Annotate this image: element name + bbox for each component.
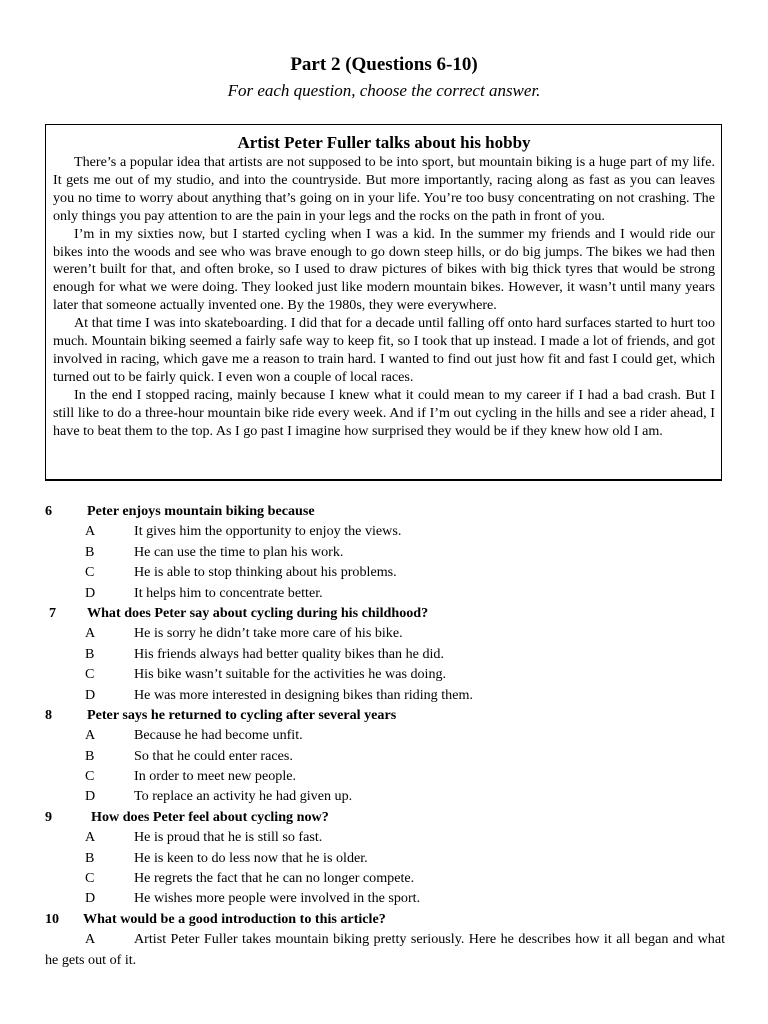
option-text: He wishes more people were involved in the sport.	[134, 890, 421, 907]
option-text: In order to meet new people.	[134, 768, 297, 785]
question-stem	[45, 909, 725, 929]
question-number: 8	[45, 706, 53, 723]
option-text: He regrets the fact that he can no longer compete.	[134, 870, 415, 887]
option-text: He is able to stop thinking about his problems.	[134, 564, 397, 581]
question-text: Peter enjoys mountain biking because	[87, 503, 315, 519]
option-letter: C	[85, 666, 95, 683]
answer-option[interactable]	[45, 848, 725, 868]
answer-option[interactable]	[45, 929, 725, 970]
option-letter: B	[85, 645, 95, 662]
answer-option[interactable]	[45, 664, 725, 684]
question-9	[45, 807, 725, 909]
option-text: Artist Peter Fuller takes mountain biking pretty seriously. Here he describes how it all began and what he gets out of it.	[45, 931, 725, 968]
option-letter: A	[85, 727, 96, 744]
answer-option[interactable]	[45, 766, 725, 786]
question-number: 6	[45, 503, 53, 519]
question-stem	[45, 705, 725, 725]
question-number: 10	[45, 910, 60, 927]
option-letter: D	[85, 584, 96, 601]
option-text: He can use the time to plan his work.	[134, 543, 344, 560]
answer-option[interactable]	[45, 685, 725, 705]
option-letter: A	[85, 625, 96, 642]
option-letter: D	[85, 890, 96, 907]
question-8	[45, 705, 725, 807]
answer-option[interactable]	[45, 827, 725, 847]
option-letter: C	[85, 564, 95, 581]
instruction-text: For each question, choose the correct answer.	[227, 81, 541, 100]
answer-option[interactable]	[45, 644, 725, 664]
question-number: 9	[45, 808, 53, 825]
answer-option[interactable]	[45, 542, 725, 562]
option-text: He is proud that he is still so fast.	[134, 829, 323, 846]
option-letter: C	[85, 768, 95, 785]
option-text: His friends always had better quality bikes than he did.	[134, 645, 444, 662]
answer-option[interactable]	[45, 562, 725, 582]
answer-option[interactable]	[45, 888, 725, 908]
option-letter: A	[85, 523, 96, 540]
option-text: Because he had become unfit.	[134, 727, 303, 744]
option-text: He is keen to do less now that he is older.	[134, 849, 368, 866]
question-number: 7	[49, 604, 57, 621]
answer-option[interactable]	[45, 725, 725, 745]
option-text: He was more interested in designing bikes than riding them.	[134, 686, 473, 703]
question-text: How does Peter feel about cycling now?	[91, 808, 329, 825]
option-text: So that he could enter races.	[134, 747, 293, 764]
option-letter: A	[85, 829, 96, 846]
question-6	[45, 501, 725, 603]
answer-option[interactable]	[45, 746, 725, 766]
answer-option[interactable]	[45, 623, 725, 643]
article-title: Artist Peter Fuller talks about his hobby	[237, 133, 531, 152]
article-paragraph-4: In the end I stopped racing, mainly because I knew what it could mean to my career if I had a bad crash. But I still like to do a three-hour mountain bike ride every week. And if I’m out cycling in the hills and see a rider ahead, I have to beat them to the top. As I go past I imagine how surprised they would be if they knew how old I am.	[53, 386, 715, 439]
question-7	[45, 603, 725, 705]
answer-option[interactable]	[45, 868, 725, 888]
option-text: To replace an activity he had given up.	[134, 788, 353, 805]
option-text: He is sorry he didn’t take more care of his bike.	[134, 625, 403, 642]
option-letter: A	[85, 931, 96, 948]
article-paragraph-2: I’m in my sixties now, but I started cycling when I was a kid. In the summer my friends and I would ride our bikes into the woods and see who was brave enough to go down steep hills, or do big jumps. The bikes we had then weren’t built for that, and often broke, so I used to draw pictures of bikes with big thick tyres that would be strong enough for what we were doing. They looked just like modern mountain bikes. However, it wasn’t until many years later that someone actually invented one. By the 1980s, they were everywhere.	[53, 225, 715, 314]
answer-option[interactable]	[45, 786, 725, 806]
question-stem	[45, 603, 725, 623]
question-text: What does Peter say about cycling during his childhood?	[87, 604, 429, 621]
option-letter: B	[85, 747, 95, 764]
option-letter: B	[85, 849, 95, 866]
article-paragraph-3: At that time I was into skateboarding. I did that for a decade until falling off onto hard surfaces started to hurt too much. Mountain biking seemed a fairly safe way to keep fit, so I took that up instead. I made a lot of friends, and got involved in racing, which gave me a reason to train hard. I wanted to find out just how fit and fast I could get, which turned out to be fairly quick. I even won a couple of local races.	[53, 315, 715, 385]
question-list	[45, 501, 725, 970]
option-letter: D	[85, 788, 96, 805]
question-10	[45, 909, 725, 970]
article-paragraph-1: There’s a popular idea that artists are not supposed to be into sport, but mountain biking is a huge part of my life. It gets me out of my studio, and into the countryside. But more importantly, racing along as fast as you can leaves you no time to worry about anything that’s going on in your life. You’re too busy concentrating on not crashing. The only things you pay attention to are the pain in your legs and the rocks on the path in front of you.	[53, 154, 715, 224]
answer-option[interactable]	[45, 583, 725, 603]
option-letter: C	[85, 870, 95, 887]
question-stem	[45, 807, 725, 827]
option-letter: B	[85, 543, 95, 560]
option-text: It helps him to concentrate better.	[134, 584, 323, 601]
option-text: His bike wasn’t suitable for the activities he was doing.	[134, 666, 447, 683]
answer-option[interactable]	[45, 521, 725, 541]
question-stem	[45, 501, 725, 521]
question-text: What would be a good introduction to this article?	[83, 910, 386, 927]
option-letter: D	[85, 686, 96, 703]
question-text: Peter says he returned to cycling after several years	[87, 706, 397, 723]
page-title: Part 2 (Questions 6-10)	[290, 54, 478, 75]
option-text: It gives him the opportunity to enjoy the views.	[134, 523, 402, 540]
article-box	[45, 124, 722, 481]
